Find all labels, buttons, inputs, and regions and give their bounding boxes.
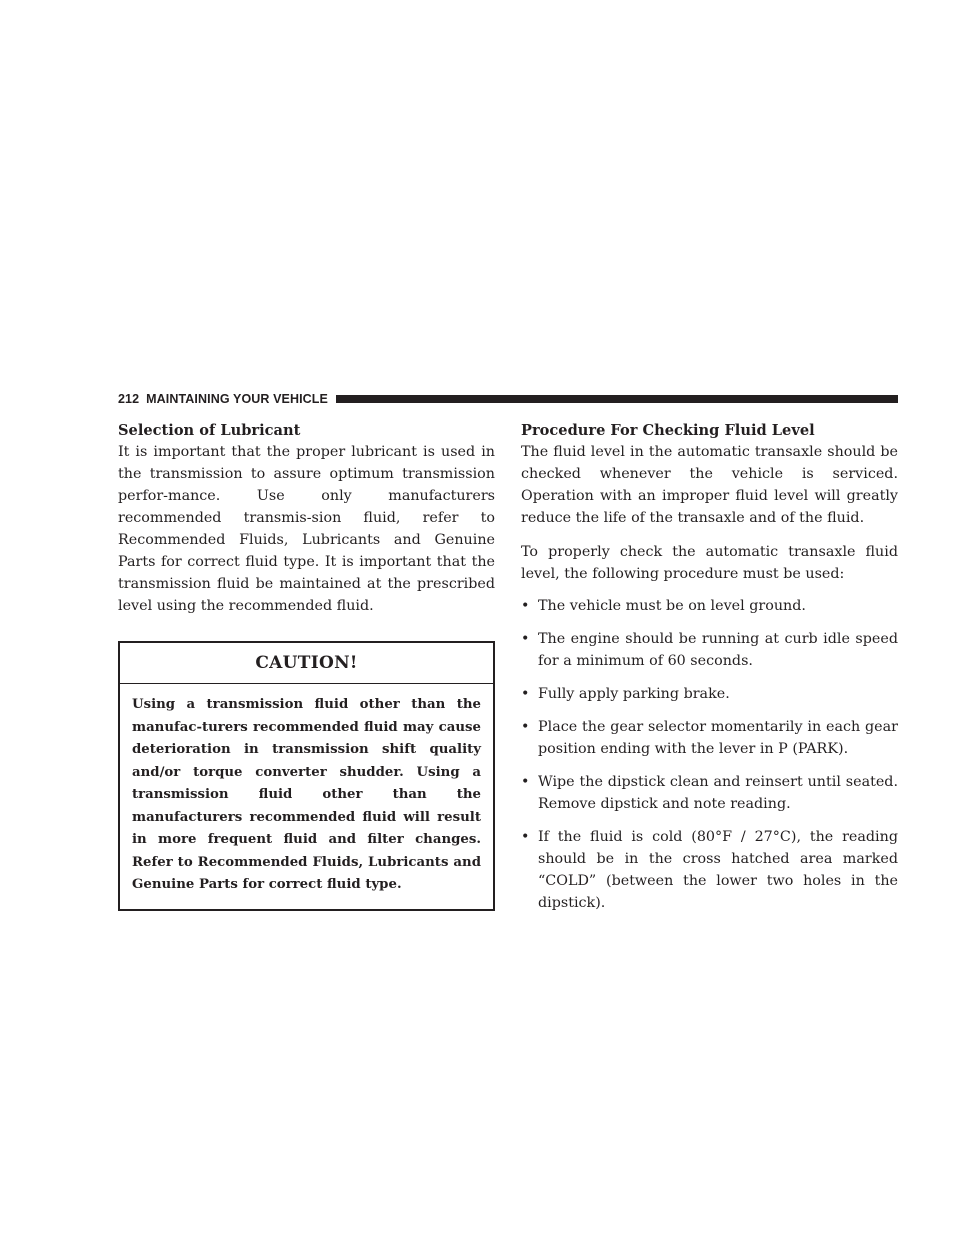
page-header — [118, 390, 898, 408]
page-number: 212 — [118, 392, 140, 406]
left-column — [118, 420, 495, 911]
list-item — [521, 716, 898, 760]
bullet-icon: • — [521, 631, 530, 647]
procedure-list — [521, 595, 898, 914]
procedure-paragraph-2: To properly check the automatic transaxle fluid level, the following procedure must be used: — [521, 544, 898, 582]
list-item-text: If the fluid is cold (80°F / 27°C), the reading should be in the cross hatched area marked “COLD” (between the lower two holes in the dipstick). — [538, 829, 898, 911]
list-item-text: Fully apply parking brake. — [538, 686, 730, 702]
list-item-text: Place the gear selector momentarily in each gear position ending with the lever in P (PARK). — [538, 719, 898, 757]
caution-body: Using a transmission fluid other than the manufac-turers recommended fluid may cause deterioration in transmission shift quality and/or torque converter shudder. Using a transmission fluid other than the manufacturers recommended fluid will result in more frequent fluid and filter changes. Refer to Recommended Fluids, Lubricants and Genuine Parts for correct fluid type. — [132, 697, 481, 892]
bullet-icon: • — [521, 598, 530, 614]
list-item-text: The vehicle must be on level ground. — [538, 598, 806, 614]
lubricant-heading: Selection of Lubricant — [118, 422, 301, 439]
bullet-icon: • — [521, 686, 530, 702]
caution-box — [118, 641, 495, 911]
list-item — [521, 628, 898, 672]
bullet-icon: • — [521, 719, 530, 735]
bullet-icon: • — [521, 829, 530, 845]
list-item-text: Wipe the dipstick clean and reinsert until seated. Remove dipstick and note reading. — [538, 774, 898, 812]
procedure-heading: Procedure For Checking Fluid Level — [521, 422, 815, 439]
list-item-text: The engine should be running at curb idle speed for a minimum of 60 seconds. — [538, 631, 898, 669]
right-column — [521, 420, 898, 925]
list-item — [521, 826, 898, 914]
procedure-paragraph-1: The fluid level in the automatic transaxle should be checked whenever the vehicle is serviced. Operation with an improper fluid level will greatly reduce the life of the transaxle and of the fluid. — [521, 444, 898, 526]
list-item — [521, 683, 898, 705]
list-item — [521, 595, 898, 617]
list-item — [521, 771, 898, 815]
section-title: MAINTAINING YOUR VEHICLE — [146, 392, 328, 406]
header-rule — [336, 395, 898, 403]
caution-title: CAUTION! — [120, 643, 493, 684]
lubricant-paragraph: It is important that the proper lubricant is used in the transmission to assure optimum transmission perfor-mance. Use only manufacturers recommended transmis-sion fluid, refer to Recommended Fluids, Lubricants and Genuine Parts for correct fluid type. It is important that the transmission fluid be maintained at the prescribed level using the recommended fluid. — [118, 444, 495, 614]
bullet-icon: • — [521, 774, 530, 790]
